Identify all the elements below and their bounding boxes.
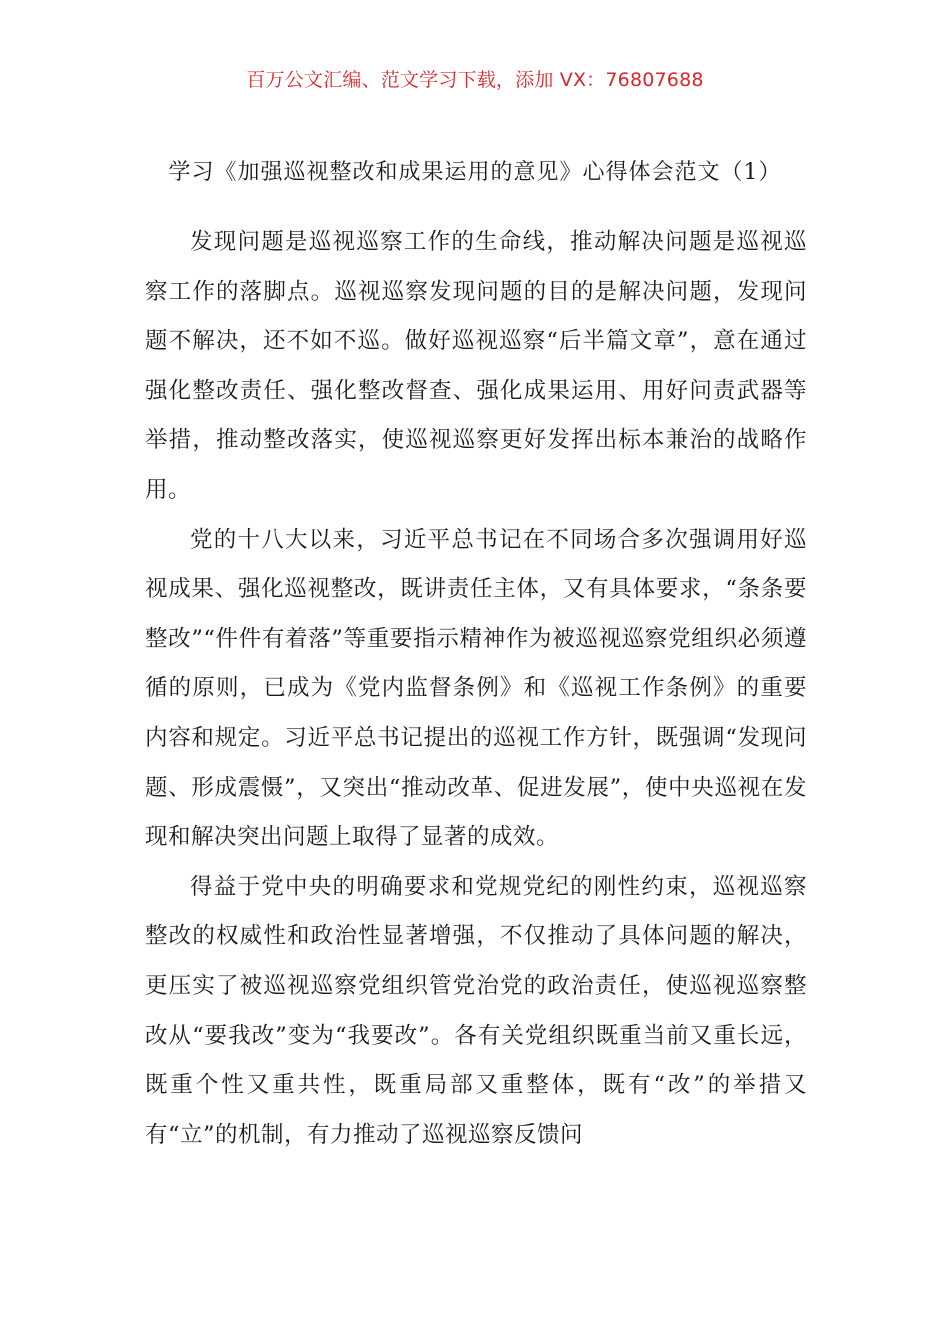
paragraph-2: 党的十八大以来，习近平总书记在不同场合多次强调用好巡视成果、强化巡视整改，既讲责任主体，又有具体要求，“条条要整改”“件件有着落”等重要指示精神作为被巡视巡察党组织必须遵循的原则，已成为《党内监督条例》和《巡视工作条例》的重要内容和规定。习近平总书记提出的巡视工作方针，既强调“发现问题、形成震慑”，又突出“推动改革、促进发展”，使中央巡视在发现和解决突出问题上取得了显著的成效。 [145, 526, 807, 851]
paragraph-3: 得益于党中央的明确要求和党规党纪的刚性约束，巡视巡察整改的权威性和政治性显著增强，不仅推动了具体问题的解决，更压实了被巡视巡察党组织管党治党的政治责任，使巡视巡察整改从“要我改”变为“我要改”。各有关党组织既重当前又重长远，既重个性又重共性，既重局部又重整体，既有“改”的举措又有“立”的机制，有力推动了巡视巡察反馈问 [145, 873, 807, 1148]
paragraph-1: 发现问题是巡视巡察工作的生命线，推动解决问题是巡视巡察工作的落脚点。巡视巡察发现问题的目的是解决问题，发现问题不解决，还不如不巡。做好巡视巡察“后半篇文章”，意在通过强化整改责任、强化整改督查、强化成果运用、用好问责武器等举措，推动整改落实，使巡视巡察更好发挥出标本兼治的战略作用。 [145, 229, 807, 503]
header-banner: 百万公文汇编、范文学习下载，添加 VX：76807688 [246, 69, 704, 91]
document-body [145, 218, 807, 1160]
document-title: 学习《加强巡视整改和成果运用的意见》心得体会范文（1） [168, 160, 782, 185]
